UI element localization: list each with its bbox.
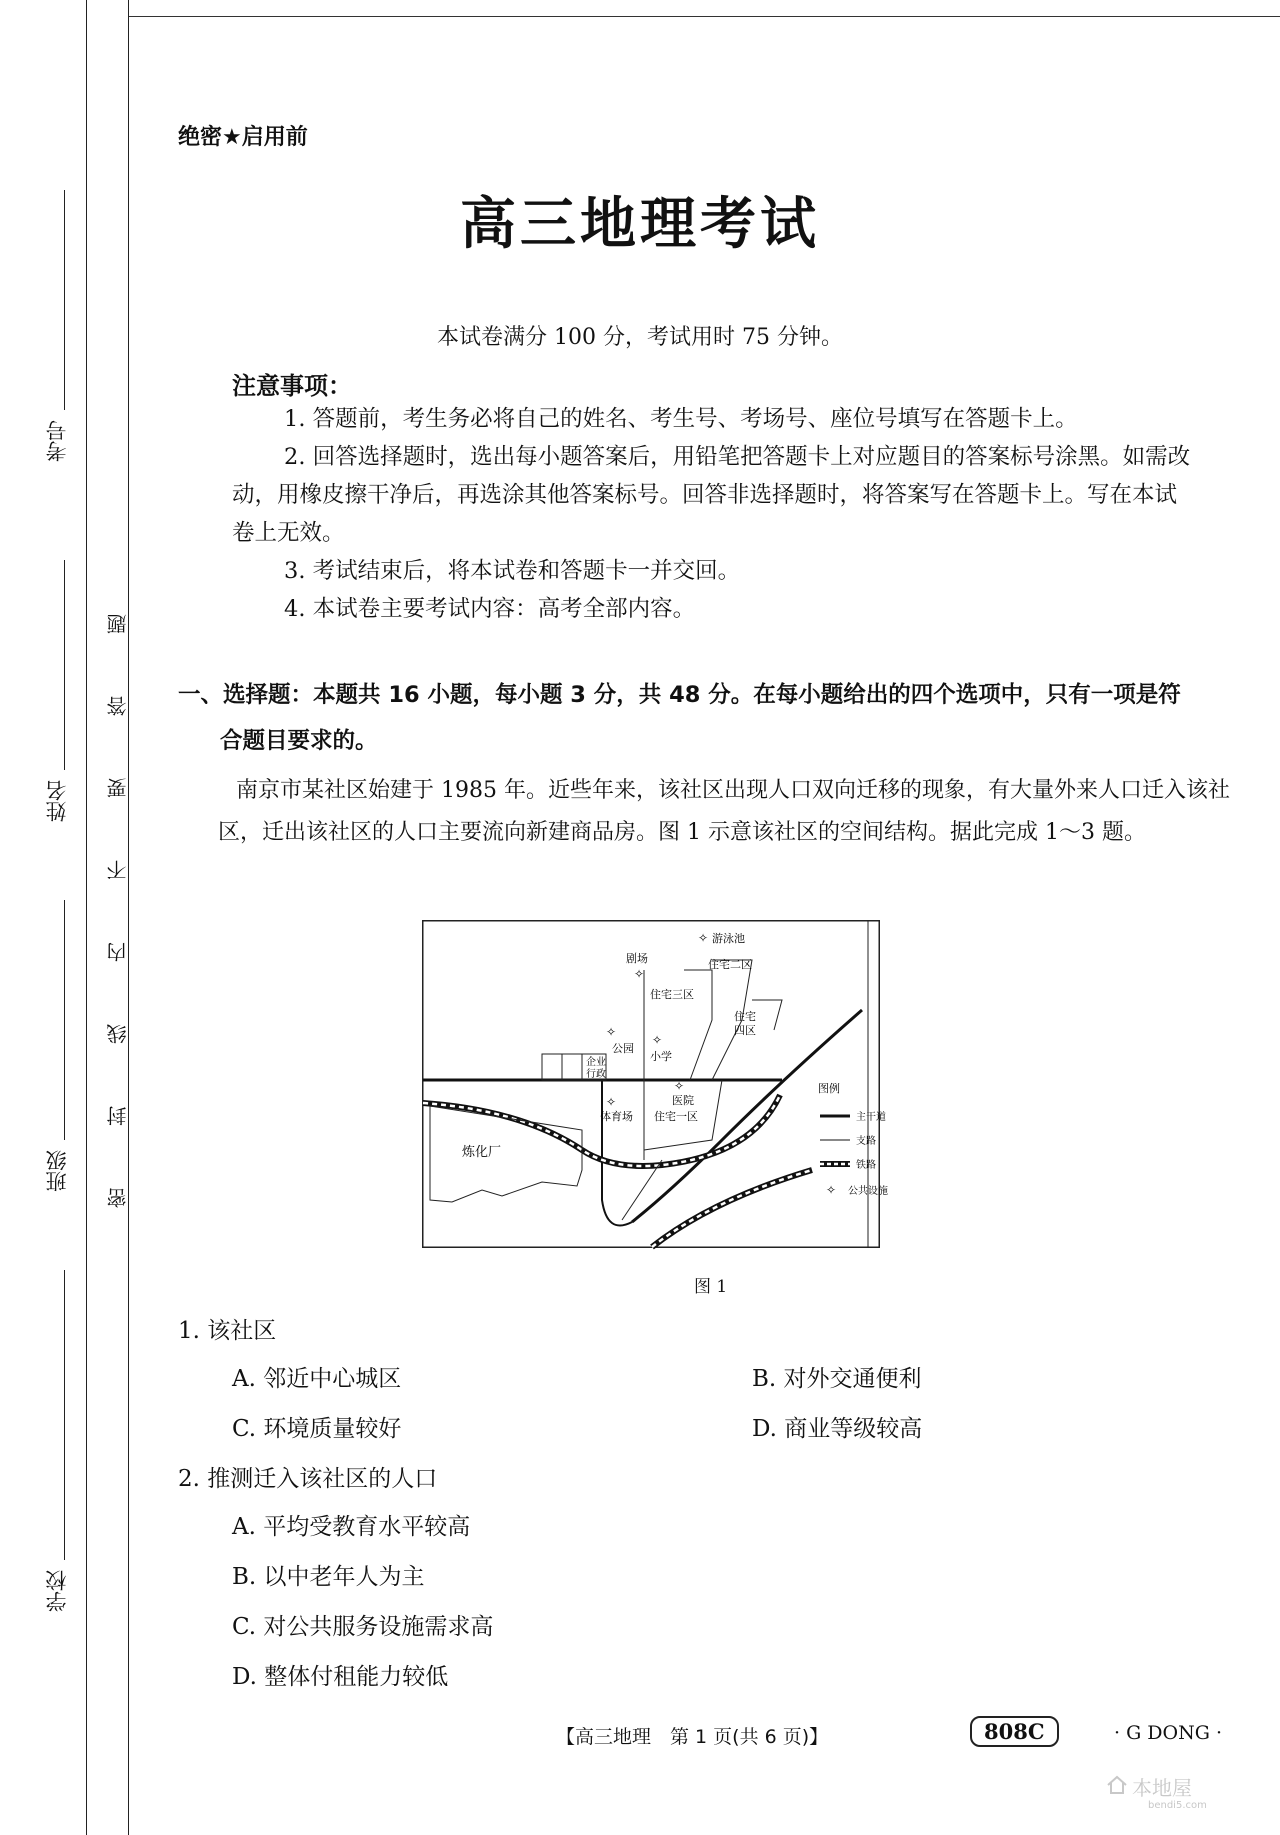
map-label-park: 公园 [612, 1042, 634, 1055]
class-blank [64, 900, 65, 1140]
margin-line-outer [86, 0, 87, 1835]
school-blank [64, 1270, 65, 1560]
margin-label-name: 姓名 [45, 780, 69, 822]
section-heading [178, 672, 1250, 764]
branch-road [684, 970, 712, 1080]
notice-item: 3. 考试结束后，将本试卷和答题卡一并交回。 [284, 558, 741, 584]
seal-char: 内 [106, 942, 130, 962]
map-label-gym: 体育场 [600, 1110, 633, 1123]
question-2-option-d: D. 整体付租能力较低 [232, 1664, 449, 1690]
legend-branch-road: 支路 [856, 1136, 876, 1147]
exam-info: 本试卷满分 100 分，考试用时 75 分钟。 [437, 325, 843, 350]
map-label-theater: 剧场 [626, 952, 648, 965]
legend-railway: 铁路 [856, 1160, 876, 1171]
margin-label-school: 学校 [45, 1570, 69, 1612]
seal-char: 题 [106, 614, 130, 634]
notice-item: 1. 答题前，考生务必将自己的姓名、考生号、考场号、座位号填写在答题卡上。 [284, 406, 1078, 432]
figure-frame [423, 921, 880, 1248]
notice-item: 2. 回答选择题时，选出每小题答案后，用铅笔把答题卡上对应题目的答案标号涂黑。如需改动，用橡皮擦干净后，再选涂其他答案标号。回答非选择题时，将答案写在答题卡上。写在本试卷上无效。 [232, 444, 1191, 546]
map-label-res3: 住宅三区 [650, 988, 694, 1001]
refinery-block [430, 1106, 582, 1202]
page-title: 高三地理考试 [460, 192, 820, 257]
map-label-swimming: 游泳池 [712, 932, 745, 945]
question-1-stem: 1. 该社区 [178, 1318, 277, 1344]
map-label-refinery: 炼化厂 [462, 1145, 502, 1160]
map-label-res2: 住宅二区 [708, 958, 752, 971]
question-1-option-d: D. 商业等级较高 [752, 1416, 923, 1442]
watermark-house-icon [1106, 1774, 1128, 1796]
map-label-res4a: 住宅 [734, 1010, 756, 1023]
notice-item: 4. 本试卷主要考试内容：高考全部内容。 [284, 596, 696, 622]
facility-icon: ✧ [698, 931, 709, 945]
margin-label-class: 班级 [45, 1150, 69, 1192]
branch-road [752, 1000, 782, 1030]
notice-heading: 注意事项： [232, 372, 352, 400]
secret-notice: 绝密★启用前 [178, 125, 308, 150]
margin-line-inner [128, 0, 129, 1835]
question-1-option-c: C. 环境质量较好 [232, 1416, 402, 1442]
map-label-hospital: 医院 [672, 1094, 694, 1107]
seal-char: 密 [106, 1188, 130, 1208]
watermark-name: 本地屋 [1132, 1776, 1192, 1800]
paper-code-badge: 808C [970, 1716, 1059, 1747]
legend-facility-icon: ✧ [826, 1183, 837, 1197]
margin-label-exam-no: 考号 [45, 420, 69, 462]
seal-char: 不 [106, 860, 130, 880]
question-2-option-c: C. 对公共服务设施需求高 [232, 1614, 494, 1640]
passage-text: 南京市某社区始建于 1985 年。近些年来，该社区出现人口双向迁移的现象，有大量外来人口迁入该社区，迁出该社区的人口主要流向新建商品房。图 1 示意该社区的空间结构。据此完成 1～3 题。 [218, 778, 1230, 845]
watermark-url: bendi5.com [1148, 1800, 1207, 1811]
railway-dash [652, 1170, 812, 1247]
legend-title: 图例 [818, 1082, 840, 1095]
question-2-stem: 2. 推测迁入该社区的人口 [178, 1466, 438, 1492]
map-label-enterprise-b: 行政 [586, 1069, 606, 1080]
facility-icon: ✧ [674, 1079, 685, 1093]
map-label-res1: 住宅一区 [654, 1110, 698, 1123]
legend-main-road: 主干道 [856, 1112, 886, 1123]
publisher-brand: · G DONG · [1114, 1722, 1222, 1744]
facility-icon: ✧ [634, 967, 645, 981]
question-2-option-a: A. 平均受教育水平较高 [232, 1514, 471, 1540]
section-heading-line1: 一、选择题：本题共 16 小题，每小题 3 分，共 48 分。在每小题给出的四个选项中，只有一项是符 [178, 682, 1181, 708]
seal-char: 答 [106, 696, 130, 716]
seal-char: 要 [106, 778, 130, 798]
figure-caption: 图 1 [694, 1277, 728, 1297]
question-2-option-b: B. 以中老年人为主 [232, 1564, 425, 1590]
facility-icon: ✧ [606, 1095, 617, 1109]
map-label-school: 小学 [650, 1050, 672, 1063]
community-map-figure [422, 920, 888, 1248]
legend-facility: 公共设施 [848, 1186, 888, 1197]
question-1-option-b: B. 对外交通便利 [752, 1366, 922, 1392]
page-footer: 【高三地理 第 1 页(共 6 页)】 [556, 1726, 829, 1748]
question-1-option-a: A. 邻近中心城区 [232, 1366, 402, 1392]
name-blank [64, 560, 65, 770]
branch-road [622, 1160, 662, 1220]
seal-char: 封 [106, 1106, 130, 1126]
railway [652, 1170, 812, 1247]
top-border [128, 16, 1280, 17]
map-label-res4b: 四区 [734, 1024, 756, 1037]
seal-char: 线 [106, 1024, 130, 1044]
facility-icon: ✧ [652, 1033, 663, 1047]
map-label-enterprise-a: 企业 [586, 1057, 606, 1068]
facility-icon: ✧ [606, 1025, 617, 1039]
notice-list [232, 400, 1192, 628]
section-heading-line2: 合题目要求的。 [220, 728, 378, 754]
